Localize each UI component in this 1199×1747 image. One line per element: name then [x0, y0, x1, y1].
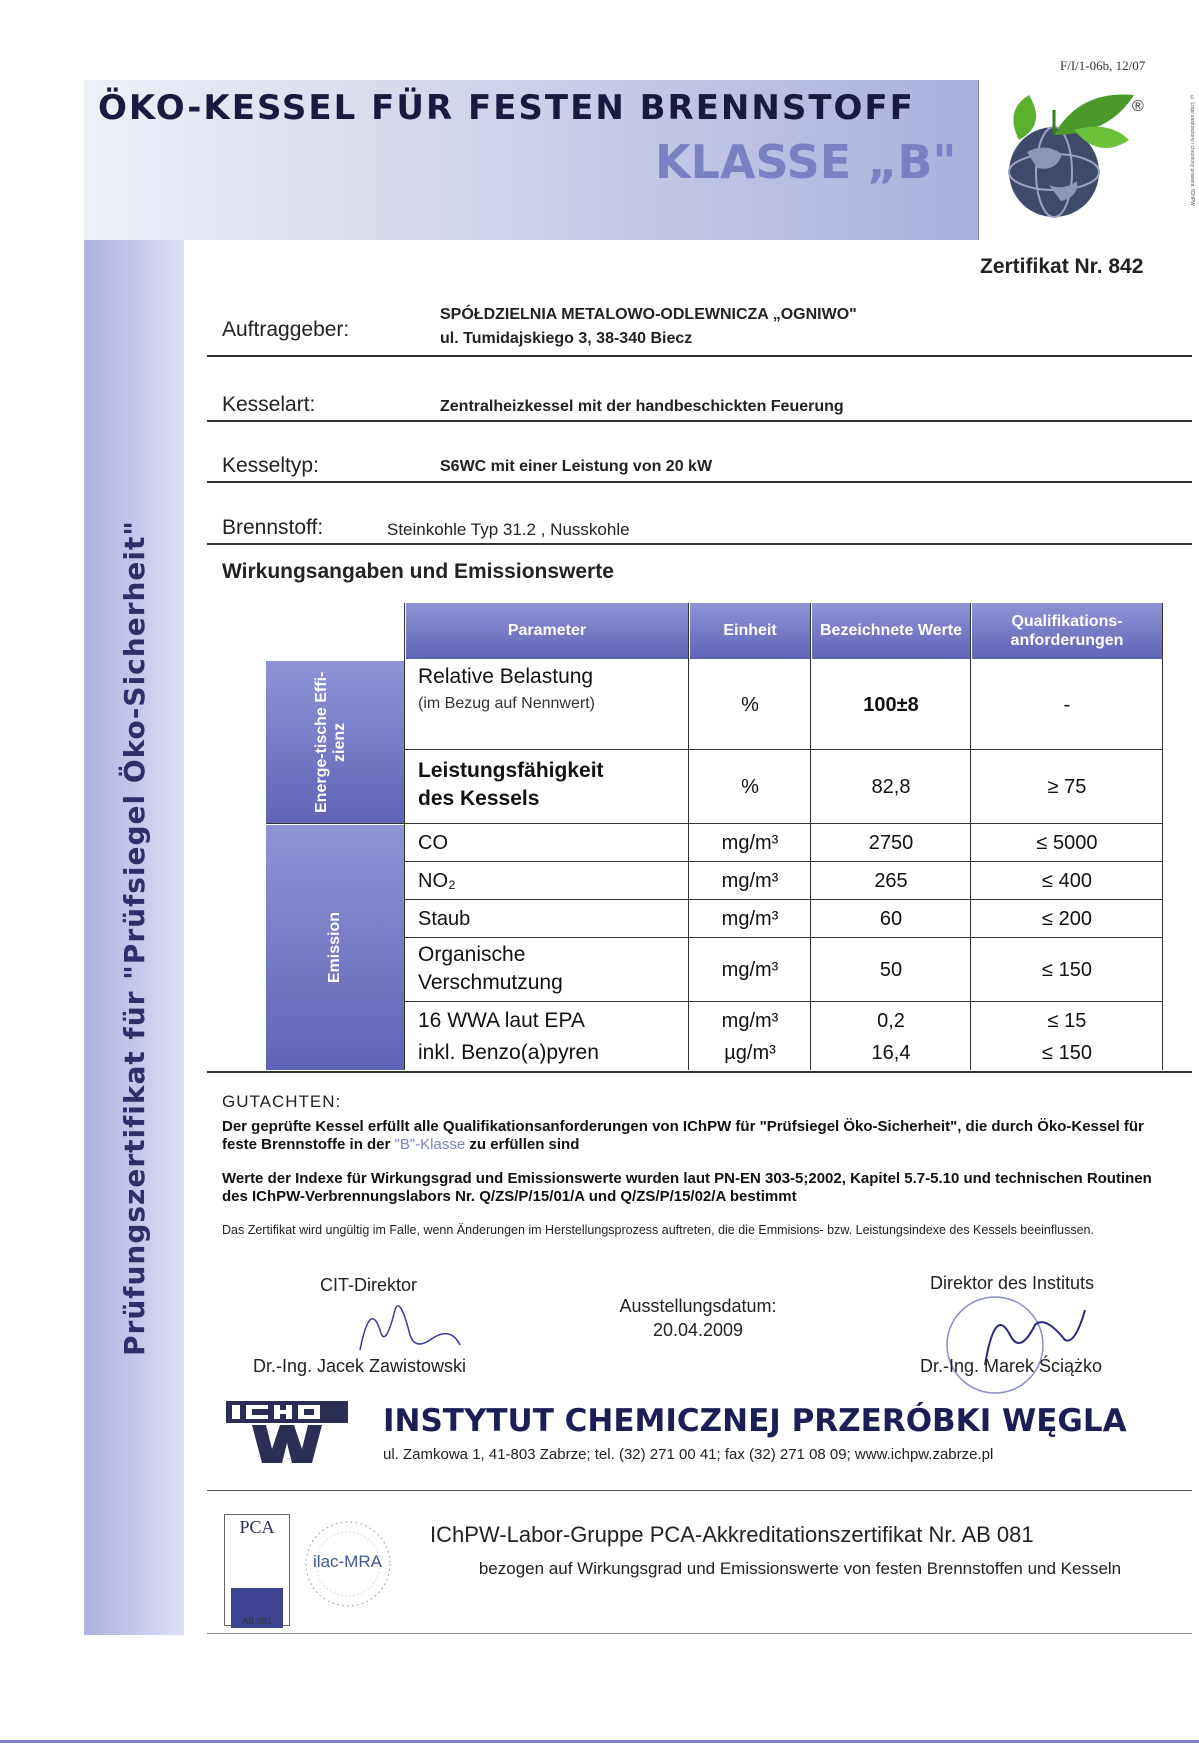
bottom-edge-line	[0, 1740, 1199, 1743]
value-cell: 2750	[868, 831, 914, 854]
signature-center-title: Ausstellungsdatum:	[619, 1296, 777, 1316]
ichpw-logo	[222, 1395, 352, 1467]
grid-line	[404, 899, 1162, 900]
gutachten-para-2: Werte der Indexe für Wirkungsgrad und Emissionswerte wurden laut PN-EN 303-5;2002, Kapitel 5.7-5.10 und technischen Routinen des IChPW-Verbrennungslabors Nr. Q/ZS/P/15/01/A und Q/ZS/P/15/02/A bestimmt	[222, 1170, 1152, 1205]
signature-right-title: Direktor des Instituts	[930, 1273, 1095, 1293]
signature-left-name: Dr.-Ing. Jacek Zawistowski	[253, 1356, 467, 1376]
req-cell: ≤ 150	[1042, 958, 1092, 981]
unit-cell: mg/m³	[721, 907, 779, 930]
side-band-text-wrap	[84, 240, 184, 1635]
kesselart-value: Zentralheizkessel mit der handbeschickten Feuerung	[440, 398, 844, 415]
grid-line	[1162, 603, 1163, 1070]
param-sub: Verschmutzung	[418, 971, 563, 994]
institute-name: INSTYTUT CHEMICZNEJ PRZERÓBKI WĘGLA	[383, 1403, 1127, 1439]
group-energy-label: Energe-tische Effi-zienz	[313, 671, 348, 813]
table-row-param	[406, 1003, 688, 1070]
group-emission	[266, 825, 404, 1070]
param-name: Organische	[418, 943, 526, 966]
ichpw-logo-text: IChPW	[287, 1459, 291, 1460]
grid-line	[404, 937, 1162, 938]
col-header-einheit: Einheit	[690, 603, 810, 659]
param-name: 16 WWA laut EPA	[418, 1009, 585, 1032]
logo-copyright: © Logo zastrzeżony i chroniony prawem, ICHPW	[1189, 95, 1195, 206]
brennstoff-label: Brennstoff:	[222, 516, 324, 539]
value-cell	[812, 1003, 970, 1070]
grid-line	[404, 603, 405, 1070]
auftraggeber-label: Auftraggeber:	[222, 318, 350, 341]
rule	[207, 543, 1192, 545]
value-cell: 100±8	[863, 693, 919, 716]
grid-line	[266, 823, 1162, 824]
unit-cell: %	[741, 775, 759, 798]
globe-leaf-icon	[979, 80, 1199, 240]
param-name: Leistungsfähigkeit	[418, 759, 604, 782]
value-line: 0,2	[877, 1010, 905, 1032]
value-cell: 82,8	[871, 775, 911, 798]
pca-badge-label: PCA	[239, 1517, 275, 1537]
rule	[207, 481, 1192, 483]
certificate-number: Zertifikat Nr. 842	[980, 255, 1144, 278]
table-row-param	[406, 939, 688, 1001]
rule	[207, 355, 1192, 357]
grid-line	[404, 749, 1162, 750]
registered-mark: ®	[1132, 98, 1144, 115]
value-cell: 265	[874, 869, 908, 892]
ilac-mra-label: ilac-MRA	[313, 1552, 382, 1571]
unit-line: µg/m³	[724, 1042, 776, 1064]
req-line: ≤ 15	[1047, 1010, 1087, 1032]
pca-code: AB 081	[242, 1616, 272, 1626]
col-header-werte: Bezeichnete Werte	[812, 603, 970, 659]
group-energy	[266, 661, 404, 823]
gutachten-klasse: "B"-Klasse	[394, 1136, 466, 1153]
rule	[207, 1633, 1192, 1634]
unit-cell: mg/m³	[721, 831, 779, 854]
col-header-anforderungen: Qualifikations-anforderungen	[972, 603, 1162, 659]
eco-logo	[978, 80, 1199, 240]
value-cell: 60	[879, 907, 903, 930]
brennstoff-value: Steinkohle Typ 31.2 , Nusskohle	[387, 520, 630, 539]
req-cell: ≥ 75	[1047, 775, 1087, 798]
unit-cell: %	[741, 693, 759, 716]
param-name: Relative Belastung	[418, 665, 594, 688]
signature-left-title: CIT-Direktor	[320, 1275, 418, 1295]
grid-line	[688, 603, 689, 1070]
param-name: Staub	[418, 907, 471, 930]
req-cell: ≤ 400	[1042, 869, 1092, 892]
kesselart-label: Kesselart:	[222, 393, 316, 416]
header-klasse: KLASSE „B"	[655, 135, 957, 189]
gutachten-title: GUTACHTEN:	[222, 1092, 342, 1111]
param-name: NO₂	[418, 869, 456, 892]
param-sub: des Kessels	[418, 787, 540, 810]
signature-left-scribble	[340, 1290, 480, 1360]
auftraggeber-address: ul. Tumidajskiego 3, 38-340 Biecz	[440, 330, 693, 347]
unit-cell: mg/m³	[721, 958, 779, 981]
grid-line	[207, 1071, 1192, 1073]
param-name: CO	[418, 831, 448, 854]
req-cell: ≤ 5000	[1036, 831, 1098, 854]
gutachten-para-1-a: Der geprüfte Kessel erfüllt alle Qualifikationsanforderungen von IChPW für "Prüfsiegel Öko-Sicherheit", die durch Öko-Kessel für feste Brennstoffe in der	[222, 1118, 1144, 1153]
issue-date: 20.04.2009	[652, 1320, 744, 1340]
value-line: 16,4	[871, 1042, 911, 1064]
institute-address: ul. Zamkowa 1, 41-803 Zabrze; tel. (32) 271 00 41; fax (32) 271 08 09; www.ichpw.zabrze.pl	[383, 1446, 994, 1463]
unit-cell: mg/m³	[721, 869, 779, 892]
form-code: F/I/1-06b, 12/07	[1060, 58, 1146, 73]
table-row-param	[406, 751, 688, 823]
gutachten-para-1	[222, 1118, 1177, 1154]
unit-cell	[690, 1003, 810, 1070]
section-title: Wirkungsangaben und Emissionswerte	[222, 560, 614, 583]
pca-badge	[224, 1514, 290, 1626]
grid-line	[404, 1001, 1162, 1002]
header-title: ÖKO-KESSEL FÜR FESTEN BRENNSTOFF	[98, 88, 915, 128]
side-band-text: Prüfungszertifikat für "Prüfsiegel Öko-Sicherheit"	[117, 519, 151, 1356]
req-cell: -	[1063, 693, 1071, 716]
gutachten-para-3: Das Zertifikat wird ungültig im Falle, wenn Änderungen im Herstellungsprozess auftreten, die die Emmisions- bzw. Leistungsindexe des Kessels beeinflussen.	[222, 1223, 1094, 1237]
rule	[207, 1490, 1192, 1491]
rule	[207, 420, 1192, 422]
table-row-param	[406, 661, 688, 749]
stamp-circle	[925, 1285, 1105, 1395]
auftraggeber-name: SPÓŁDZIELNIA METALOWO-ODLEWNICZA „OGNIWO"	[440, 306, 857, 323]
value-cell: 50	[879, 958, 903, 981]
req-cell	[972, 1003, 1162, 1070]
gutachten-para-1-b: zu erfüllen sind	[465, 1136, 580, 1153]
req-cell: ≤ 200	[1042, 907, 1092, 930]
kesseltyp-label: Kesseltyp:	[222, 454, 319, 477]
unit-line: mg/m³	[721, 1010, 779, 1032]
grid-line	[970, 603, 971, 1070]
group-emission-label: Emission	[326, 911, 343, 984]
col-header-parameter: Parameter	[406, 603, 688, 659]
accreditation-line-1: IChPW-Labor-Gruppe PCA-Akkreditationszertifikat Nr. AB 081	[430, 1522, 1034, 1547]
grid-line	[810, 603, 811, 1070]
accreditation-line-2: bezogen auf Wirkungsgrad und Emissionswerte von festen Brennstoffen und Kesseln	[478, 1559, 1122, 1578]
grid-line	[404, 861, 1162, 862]
req-line: ≤ 150	[1042, 1042, 1092, 1064]
param-sub: inkl. Benzo(a)pyren	[418, 1041, 599, 1064]
signature-right-name: Dr.-Ing. Marek Ściążko	[920, 1356, 1103, 1376]
param-sub: (im Bezug auf Nennwert)	[418, 695, 595, 712]
kesseltyp-value: S6WC mit einer Leistung von 20 kW	[440, 458, 713, 475]
